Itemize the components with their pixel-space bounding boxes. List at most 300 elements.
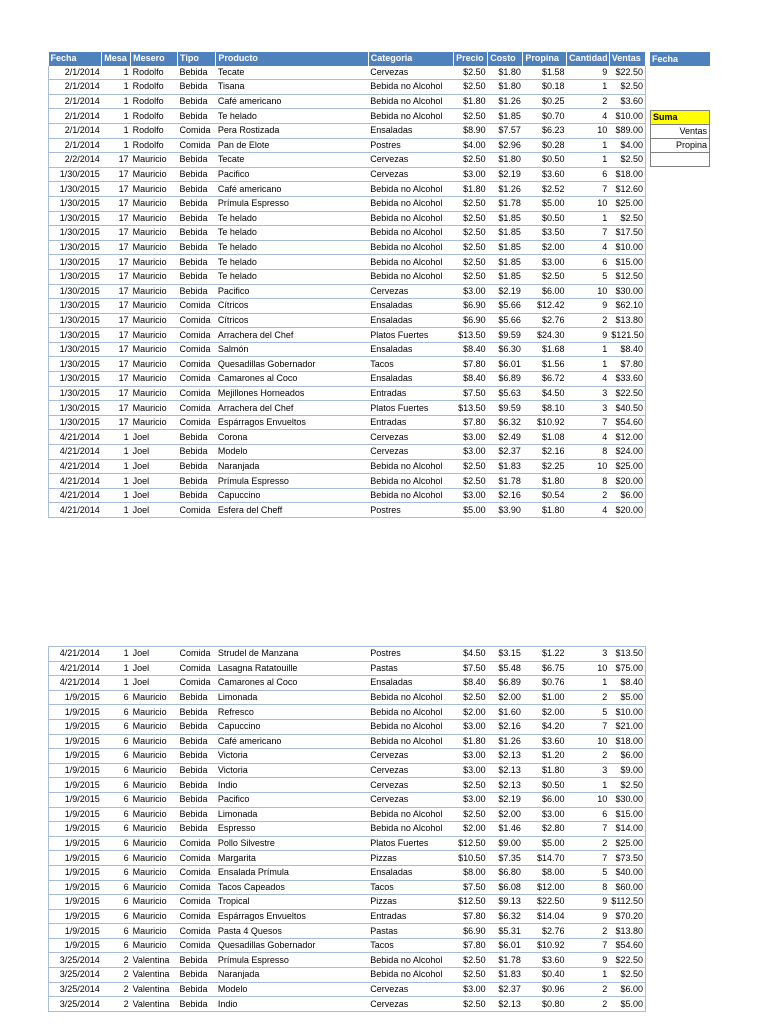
cell-cantidad[interactable]: 1	[567, 138, 610, 153]
cell-precio[interactable]: $7.80	[454, 415, 488, 430]
cell-tipo[interactable]: Comida	[177, 647, 215, 662]
cell-mesero[interactable]: Mauricio	[131, 690, 178, 705]
cell-fecha[interactable]: 2/1/2014	[49, 66, 102, 80]
cell-ventas[interactable]: $73.50	[609, 851, 645, 866]
cell-tipo[interactable]: Bebida	[177, 211, 215, 226]
cell-mesa[interactable]: 17	[102, 299, 131, 314]
cell-costo[interactable]: $5.31	[488, 924, 523, 939]
cell-costo[interactable]: $9.13	[488, 895, 523, 910]
cell-fecha[interactable]: 1/30/2015	[49, 269, 102, 284]
cell-propina[interactable]: $10.92	[523, 415, 567, 430]
cell-propina[interactable]: $2.25	[523, 459, 567, 474]
cell-fecha[interactable]: 1/30/2015	[49, 372, 102, 387]
cell-categoria[interactable]: Bebida no Alcohol	[368, 953, 453, 968]
cell-producto[interactable]: Naranjada	[216, 968, 368, 983]
cell-ventas[interactable]: $4.00	[609, 138, 645, 153]
cell-ventas[interactable]: $112.50	[609, 895, 645, 910]
cell-propina[interactable]: $5.00	[523, 836, 567, 851]
cell-mesa[interactable]: 17	[102, 211, 131, 226]
cell-precio[interactable]: $13.50	[454, 328, 488, 343]
cell-mesa[interactable]: 6	[102, 807, 131, 822]
cell-costo[interactable]: $1.85	[488, 269, 523, 284]
cell-producto[interactable]: Te helado	[216, 211, 368, 226]
cell-mesero[interactable]: Mauricio	[131, 734, 178, 749]
cell-mesero[interactable]: Rodolfo	[131, 138, 178, 153]
cell-producto[interactable]: Modelo	[216, 445, 368, 460]
cell-cantidad[interactable]: 2	[567, 94, 610, 109]
cell-costo[interactable]: $9.59	[488, 328, 523, 343]
cell-categoria[interactable]: Bebida no Alcohol	[368, 690, 453, 705]
cell-producto[interactable]: Lasagna Ratatouille	[216, 661, 368, 676]
cell-cantidad[interactable]: 4	[567, 372, 610, 387]
pivot-header[interactable]: Fecha	[650, 52, 710, 66]
cell-mesero[interactable]: Mauricio	[131, 299, 178, 314]
cell-tipo[interactable]: Bebida	[177, 474, 215, 489]
cell-producto[interactable]: Pollo Silvestre	[216, 836, 368, 851]
cell-precio[interactable]: $7.80	[454, 909, 488, 924]
cell-precio[interactable]: $3.00	[454, 792, 488, 807]
cell-costo[interactable]: $1.83	[488, 968, 523, 983]
cell-categoria[interactable]: Pizzas	[368, 895, 453, 910]
cell-mesa[interactable]: 1	[102, 80, 131, 95]
cell-mesero[interactable]: Mauricio	[131, 792, 178, 807]
cell-mesa[interactable]: 1	[102, 445, 131, 460]
cell-categoria[interactable]: Tacos	[368, 880, 453, 895]
cell-costo[interactable]: $9.59	[488, 401, 523, 416]
cell-producto[interactable]: Prímula Espresso	[216, 196, 368, 211]
cell-fecha[interactable]: 1/9/2015	[49, 778, 102, 793]
cell-producto[interactable]: Naranjada	[216, 459, 368, 474]
cell-fecha[interactable]: 1/30/2015	[49, 240, 102, 255]
cell-propina[interactable]: $3.00	[523, 807, 567, 822]
cell-costo[interactable]: $3.15	[488, 647, 523, 662]
cell-ventas[interactable]: $22.50	[609, 386, 645, 401]
cell-mesero[interactable]: Mauricio	[131, 372, 178, 387]
cell-categoria[interactable]: Platos Fuertes	[368, 328, 453, 343]
cell-mesero[interactable]: Valentina	[131, 968, 178, 983]
cell-propina[interactable]: $1.80	[523, 474, 567, 489]
cell-costo[interactable]: $5.48	[488, 661, 523, 676]
cell-fecha[interactable]: 4/21/2014	[49, 661, 102, 676]
cell-propina[interactable]: $1.20	[523, 749, 567, 764]
cell-cantidad[interactable]: 1	[567, 357, 610, 372]
cell-mesa[interactable]: 1	[102, 676, 131, 691]
cell-precio[interactable]: $3.00	[454, 749, 488, 764]
cell-propina[interactable]: $0.28	[523, 138, 567, 153]
cell-mesero[interactable]: Mauricio	[131, 851, 178, 866]
cell-ventas[interactable]: $25.00	[609, 196, 645, 211]
cell-cantidad[interactable]: 9	[567, 909, 610, 924]
cell-precio[interactable]: $7.50	[454, 880, 488, 895]
cell-ventas[interactable]: $14.00	[609, 822, 645, 837]
cell-mesero[interactable]: Rodolfo	[131, 123, 178, 138]
cell-precio[interactable]: $2.50	[454, 240, 488, 255]
cell-ventas[interactable]: $13.80	[609, 924, 645, 939]
cell-precio[interactable]: $3.00	[454, 763, 488, 778]
cell-precio[interactable]: $2.50	[454, 255, 488, 270]
cell-tipo[interactable]: Comida	[177, 895, 215, 910]
cell-fecha[interactable]: 4/21/2014	[49, 474, 102, 489]
cell-cantidad[interactable]: 7	[567, 851, 610, 866]
cell-ventas[interactable]: $24.00	[609, 445, 645, 460]
cell-precio[interactable]: $2.50	[454, 153, 488, 168]
cell-tipo[interactable]: Bebida	[177, 167, 215, 182]
cell-categoria[interactable]: Bebida no Alcohol	[368, 182, 453, 197]
cell-costo[interactable]: $2.49	[488, 430, 523, 445]
cell-mesa[interactable]: 2	[102, 982, 131, 997]
cell-costo[interactable]: $1.78	[488, 953, 523, 968]
cell-mesero[interactable]: Mauricio	[131, 909, 178, 924]
cell-precio[interactable]: $3.00	[454, 488, 488, 503]
cell-precio[interactable]: $7.80	[454, 357, 488, 372]
cell-precio[interactable]: $1.80	[454, 734, 488, 749]
cell-propina[interactable]: $0.76	[523, 676, 567, 691]
cell-producto[interactable]: Arrachera del Chef	[216, 401, 368, 416]
cell-mesero[interactable]: Joel	[131, 661, 178, 676]
cell-ventas[interactable]: $54.60	[609, 938, 645, 953]
cell-fecha[interactable]: 3/25/2014	[49, 997, 102, 1012]
cell-mesa[interactable]: 6	[102, 778, 131, 793]
cell-fecha[interactable]: 1/30/2015	[49, 299, 102, 314]
cell-cantidad[interactable]: 2	[567, 690, 610, 705]
cell-mesero[interactable]: Mauricio	[131, 211, 178, 226]
cell-mesa[interactable]: 2	[102, 953, 131, 968]
cell-producto[interactable]: Pan de Elote	[216, 138, 368, 153]
cell-tipo[interactable]: Bebida	[177, 982, 215, 997]
cell-mesa[interactable]: 17	[102, 153, 131, 168]
cell-producto[interactable]: Mejillones Horneados	[216, 386, 368, 401]
cell-categoria[interactable]: Bebida no Alcohol	[368, 255, 453, 270]
cell-cantidad[interactable]: 4	[567, 430, 610, 445]
cell-tipo[interactable]: Comida	[177, 938, 215, 953]
cell-mesero[interactable]: Rodolfo	[131, 80, 178, 95]
cell-costo[interactable]: $2.00	[488, 690, 523, 705]
cell-precio[interactable]: $2.50	[454, 474, 488, 489]
cell-categoria[interactable]: Entradas	[368, 909, 453, 924]
cell-cantidad[interactable]: 2	[567, 924, 610, 939]
cell-precio[interactable]: $3.00	[454, 167, 488, 182]
cell-categoria[interactable]: Ensaladas	[368, 676, 453, 691]
cell-costo[interactable]: $1.85	[488, 226, 523, 241]
cell-tipo[interactable]: Bebida	[177, 488, 215, 503]
cell-fecha[interactable]: 1/9/2015	[49, 792, 102, 807]
cell-propina[interactable]: $12.42	[523, 299, 567, 314]
cell-producto[interactable]: Limonada	[216, 690, 368, 705]
cell-propina[interactable]: $4.20	[523, 719, 567, 734]
cell-ventas[interactable]: $40.00	[609, 865, 645, 880]
cell-ventas[interactable]: $22.50	[609, 953, 645, 968]
cell-costo[interactable]: $6.01	[488, 938, 523, 953]
cell-ventas[interactable]: $3.60	[609, 94, 645, 109]
cell-fecha[interactable]: 1/9/2015	[49, 705, 102, 720]
cell-fecha[interactable]: 1/30/2015	[49, 401, 102, 416]
cell-fecha[interactable]: 3/25/2014	[49, 953, 102, 968]
cell-mesero[interactable]: Rodolfo	[131, 109, 178, 124]
cell-cantidad[interactable]: 2	[567, 313, 610, 328]
cell-categoria[interactable]: Ensaladas	[368, 865, 453, 880]
cell-producto[interactable]: Pacifico	[216, 167, 368, 182]
cell-producto[interactable]: Pacifico	[216, 792, 368, 807]
cell-costo[interactable]: $1.80	[488, 66, 523, 80]
cell-mesa[interactable]: 2	[102, 997, 131, 1012]
cell-fecha[interactable]: 1/30/2015	[49, 211, 102, 226]
cell-tipo[interactable]: Bebida	[177, 705, 215, 720]
cell-fecha[interactable]: 2/1/2014	[49, 80, 102, 95]
cell-propina[interactable]: $3.60	[523, 734, 567, 749]
cell-cantidad[interactable]: 7	[567, 415, 610, 430]
cell-producto[interactable]: Salmón	[216, 342, 368, 357]
cell-producto[interactable]: Ensalada Prímula	[216, 865, 368, 880]
cell-mesa[interactable]: 1	[102, 488, 131, 503]
cell-precio[interactable]: $2.50	[454, 459, 488, 474]
cell-costo[interactable]: $1.85	[488, 211, 523, 226]
cell-tipo[interactable]: Bebida	[177, 968, 215, 983]
cell-mesa[interactable]: 6	[102, 749, 131, 764]
cell-precio[interactable]: $3.00	[454, 719, 488, 734]
cell-precio[interactable]: $4.50	[454, 647, 488, 662]
cell-propina[interactable]: $6.00	[523, 284, 567, 299]
cell-categoria[interactable]: Cervezas	[368, 284, 453, 299]
cell-costo[interactable]: $1.85	[488, 240, 523, 255]
cell-tipo[interactable]: Comida	[177, 313, 215, 328]
cell-mesa[interactable]: 1	[102, 94, 131, 109]
cell-mesa[interactable]: 17	[102, 342, 131, 357]
cell-tipo[interactable]: Comida	[177, 299, 215, 314]
cell-fecha[interactable]: 1/30/2015	[49, 415, 102, 430]
cell-fecha[interactable]: 1/30/2015	[49, 196, 102, 211]
cell-ventas[interactable]: $2.50	[609, 153, 645, 168]
cell-mesa[interactable]: 1	[102, 430, 131, 445]
column-header-precio[interactable]: Precio	[454, 52, 488, 66]
cell-mesero[interactable]: Mauricio	[131, 938, 178, 953]
cell-costo[interactable]: $2.13	[488, 997, 523, 1012]
column-header-mesero[interactable]: Mesero	[131, 52, 178, 66]
cell-mesa[interactable]: 1	[102, 474, 131, 489]
cell-propina[interactable]: $1.08	[523, 430, 567, 445]
cell-cantidad[interactable]: 1	[567, 211, 610, 226]
cell-producto[interactable]: Cítricos	[216, 299, 368, 314]
cell-categoria[interactable]: Ensaladas	[368, 299, 453, 314]
cell-producto[interactable]: Camarones al Coco	[216, 676, 368, 691]
cell-mesa[interactable]: 1	[102, 109, 131, 124]
cell-mesero[interactable]: Joel	[131, 647, 178, 662]
cell-fecha[interactable]: 4/21/2014	[49, 503, 102, 518]
cell-producto[interactable]: Quesadillas Gobernador	[216, 938, 368, 953]
cell-fecha[interactable]: 1/9/2015	[49, 865, 102, 880]
cell-mesero[interactable]: Mauricio	[131, 196, 178, 211]
cell-categoria[interactable]: Bebida no Alcohol	[368, 822, 453, 837]
cell-mesero[interactable]: Valentina	[131, 997, 178, 1012]
cell-producto[interactable]: Quesadillas Gobernador	[216, 357, 368, 372]
cell-propina[interactable]: $1.22	[523, 647, 567, 662]
cell-mesero[interactable]: Joel	[131, 488, 178, 503]
cell-costo[interactable]: $6.30	[488, 342, 523, 357]
cell-costo[interactable]: $6.80	[488, 865, 523, 880]
cell-tipo[interactable]: Comida	[177, 342, 215, 357]
cell-producto[interactable]: Te helado	[216, 109, 368, 124]
cell-mesero[interactable]: Mauricio	[131, 167, 178, 182]
cell-precio[interactable]: $8.40	[454, 372, 488, 387]
cell-fecha[interactable]: 1/30/2015	[49, 182, 102, 197]
cell-cantidad[interactable]: 2	[567, 982, 610, 997]
cell-categoria[interactable]: Bebida no Alcohol	[368, 94, 453, 109]
cell-precio[interactable]: $4.00	[454, 138, 488, 153]
cell-cantidad[interactable]: 8	[567, 445, 610, 460]
cell-categoria[interactable]: Bebida no Alcohol	[368, 109, 453, 124]
cell-ventas[interactable]: $2.50	[609, 211, 645, 226]
cell-tipo[interactable]: Comida	[177, 123, 215, 138]
cell-cantidad[interactable]: 6	[567, 807, 610, 822]
column-header-propina[interactable]: Propina	[523, 52, 567, 66]
cell-precio[interactable]: $7.50	[454, 661, 488, 676]
cell-ventas[interactable]: $13.50	[609, 647, 645, 662]
cell-mesa[interactable]: 6	[102, 734, 131, 749]
cell-propina[interactable]: $24.30	[523, 328, 567, 343]
cell-ventas[interactable]: $15.00	[609, 807, 645, 822]
cell-categoria[interactable]: Cervezas	[368, 982, 453, 997]
cell-cantidad[interactable]: 10	[567, 123, 610, 138]
cell-propina[interactable]: $12.00	[523, 880, 567, 895]
cell-ventas[interactable]: $62.10	[609, 299, 645, 314]
cell-tipo[interactable]: Comida	[177, 909, 215, 924]
cell-precio[interactable]: $3.00	[454, 982, 488, 997]
cell-ventas[interactable]: $2.50	[609, 968, 645, 983]
cell-ventas[interactable]: $20.00	[609, 474, 645, 489]
cell-mesa[interactable]: 6	[102, 909, 131, 924]
cell-cantidad[interactable]: 9	[567, 328, 610, 343]
cell-costo[interactable]: $2.16	[488, 719, 523, 734]
cell-costo[interactable]: $1.60	[488, 705, 523, 720]
cell-fecha[interactable]: 1/30/2015	[49, 226, 102, 241]
cell-mesero[interactable]: Rodolfo	[131, 66, 178, 80]
cell-mesero[interactable]: Mauricio	[131, 386, 178, 401]
cell-precio[interactable]: $6.90	[454, 299, 488, 314]
cell-propina[interactable]: $22.50	[523, 895, 567, 910]
cell-fecha[interactable]: 4/21/2014	[49, 676, 102, 691]
cell-ventas[interactable]: $10.00	[609, 705, 645, 720]
cell-producto[interactable]: Prímula Espresso	[216, 474, 368, 489]
cell-mesero[interactable]: Mauricio	[131, 401, 178, 416]
cell-tipo[interactable]: Bebida	[177, 94, 215, 109]
cell-producto[interactable]: Tacos Capeados	[216, 880, 368, 895]
cell-ventas[interactable]: $8.40	[609, 342, 645, 357]
cell-mesa[interactable]: 1	[102, 459, 131, 474]
cell-precio[interactable]: $2.50	[454, 807, 488, 822]
cell-mesa[interactable]: 17	[102, 328, 131, 343]
cell-cantidad[interactable]: 2	[567, 997, 610, 1012]
cell-precio[interactable]: $2.50	[454, 269, 488, 284]
cell-mesa[interactable]: 17	[102, 167, 131, 182]
cell-costo[interactable]: $2.19	[488, 167, 523, 182]
cell-propina[interactable]: $0.25	[523, 94, 567, 109]
cell-cantidad[interactable]: 5	[567, 705, 610, 720]
cell-categoria[interactable]: Pastas	[368, 924, 453, 939]
cell-producto[interactable]: Espárragos Envueltos	[216, 909, 368, 924]
cell-costo[interactable]: $2.13	[488, 763, 523, 778]
cell-precio[interactable]: $8.40	[454, 342, 488, 357]
cell-producto[interactable]: Tecate	[216, 66, 368, 80]
cell-ventas[interactable]: $25.00	[609, 459, 645, 474]
cell-precio[interactable]: $2.50	[454, 109, 488, 124]
cell-mesero[interactable]: Joel	[131, 474, 178, 489]
cell-mesero[interactable]: Mauricio	[131, 284, 178, 299]
cell-fecha[interactable]: 4/21/2014	[49, 647, 102, 662]
cell-categoria[interactable]: Pastas	[368, 661, 453, 676]
cell-producto[interactable]: Victoria	[216, 763, 368, 778]
cell-ventas[interactable]: $15.00	[609, 255, 645, 270]
cell-tipo[interactable]: Comida	[177, 401, 215, 416]
cell-producto[interactable]: Café americano	[216, 94, 368, 109]
cell-propina[interactable]: $6.72	[523, 372, 567, 387]
cell-categoria[interactable]: Cervezas	[368, 778, 453, 793]
cell-producto[interactable]: Victoria	[216, 749, 368, 764]
cell-fecha[interactable]: 1/30/2015	[49, 386, 102, 401]
cell-costo[interactable]: $2.13	[488, 749, 523, 764]
cell-propina[interactable]: $14.70	[523, 851, 567, 866]
cell-categoria[interactable]: Bebida no Alcohol	[368, 240, 453, 255]
cell-ventas[interactable]: $60.00	[609, 880, 645, 895]
cell-categoria[interactable]: Bebida no Alcohol	[368, 80, 453, 95]
cell-costo[interactable]: $2.13	[488, 778, 523, 793]
cell-cantidad[interactable]: 2	[567, 488, 610, 503]
cell-fecha[interactable]: 2/1/2014	[49, 94, 102, 109]
cell-categoria[interactable]: Bebida no Alcohol	[368, 719, 453, 734]
cell-mesero[interactable]: Mauricio	[131, 240, 178, 255]
cell-tipo[interactable]: Comida	[177, 836, 215, 851]
cell-tipo[interactable]: Comida	[177, 415, 215, 430]
cell-cantidad[interactable]: 8	[567, 880, 610, 895]
cell-precio[interactable]: $7.50	[454, 386, 488, 401]
column-header-producto[interactable]: Producto	[216, 52, 368, 66]
cell-precio[interactable]: $13.50	[454, 401, 488, 416]
cell-costo[interactable]: $1.26	[488, 182, 523, 197]
cell-tipo[interactable]: Bebida	[177, 80, 215, 95]
cell-ventas[interactable]: $8.40	[609, 676, 645, 691]
cell-tipo[interactable]: Bebida	[177, 749, 215, 764]
cell-fecha[interactable]: 1/30/2015	[49, 313, 102, 328]
cell-producto[interactable]: Indio	[216, 778, 368, 793]
cell-fecha[interactable]: 1/9/2015	[49, 909, 102, 924]
cell-mesa[interactable]: 1	[102, 647, 131, 662]
cell-mesero[interactable]: Mauricio	[131, 415, 178, 430]
cell-categoria[interactable]: Cervezas	[368, 167, 453, 182]
cell-precio[interactable]: $2.50	[454, 778, 488, 793]
cell-ventas[interactable]: $33.60	[609, 372, 645, 387]
cell-ventas[interactable]: $121.50	[609, 328, 645, 343]
column-header-fecha[interactable]: Fecha	[49, 52, 102, 66]
cell-producto[interactable]: Tecate	[216, 153, 368, 168]
cell-propina[interactable]: $0.80	[523, 997, 567, 1012]
cell-categoria[interactable]: Cervezas	[368, 997, 453, 1012]
cell-tipo[interactable]: Bebida	[177, 284, 215, 299]
cell-propina[interactable]: $6.00	[523, 792, 567, 807]
cell-cantidad[interactable]: 1	[567, 968, 610, 983]
cell-tipo[interactable]: Comida	[177, 357, 215, 372]
cell-tipo[interactable]: Bebida	[177, 255, 215, 270]
cell-cantidad[interactable]: 7	[567, 226, 610, 241]
cell-cantidad[interactable]: 3	[567, 763, 610, 778]
cell-mesero[interactable]: Mauricio	[131, 328, 178, 343]
cell-categoria[interactable]: Bebida no Alcohol	[368, 705, 453, 720]
cell-fecha[interactable]: 2/1/2014	[49, 109, 102, 124]
cell-tipo[interactable]: Comida	[177, 676, 215, 691]
cell-tipo[interactable]: Bebida	[177, 445, 215, 460]
cell-costo[interactable]: $2.37	[488, 445, 523, 460]
cell-categoria[interactable]: Pizzas	[368, 851, 453, 866]
cell-ventas[interactable]: $70.20	[609, 909, 645, 924]
cell-cantidad[interactable]: 9	[567, 66, 610, 80]
cell-categoria[interactable]: Cervezas	[368, 66, 453, 80]
